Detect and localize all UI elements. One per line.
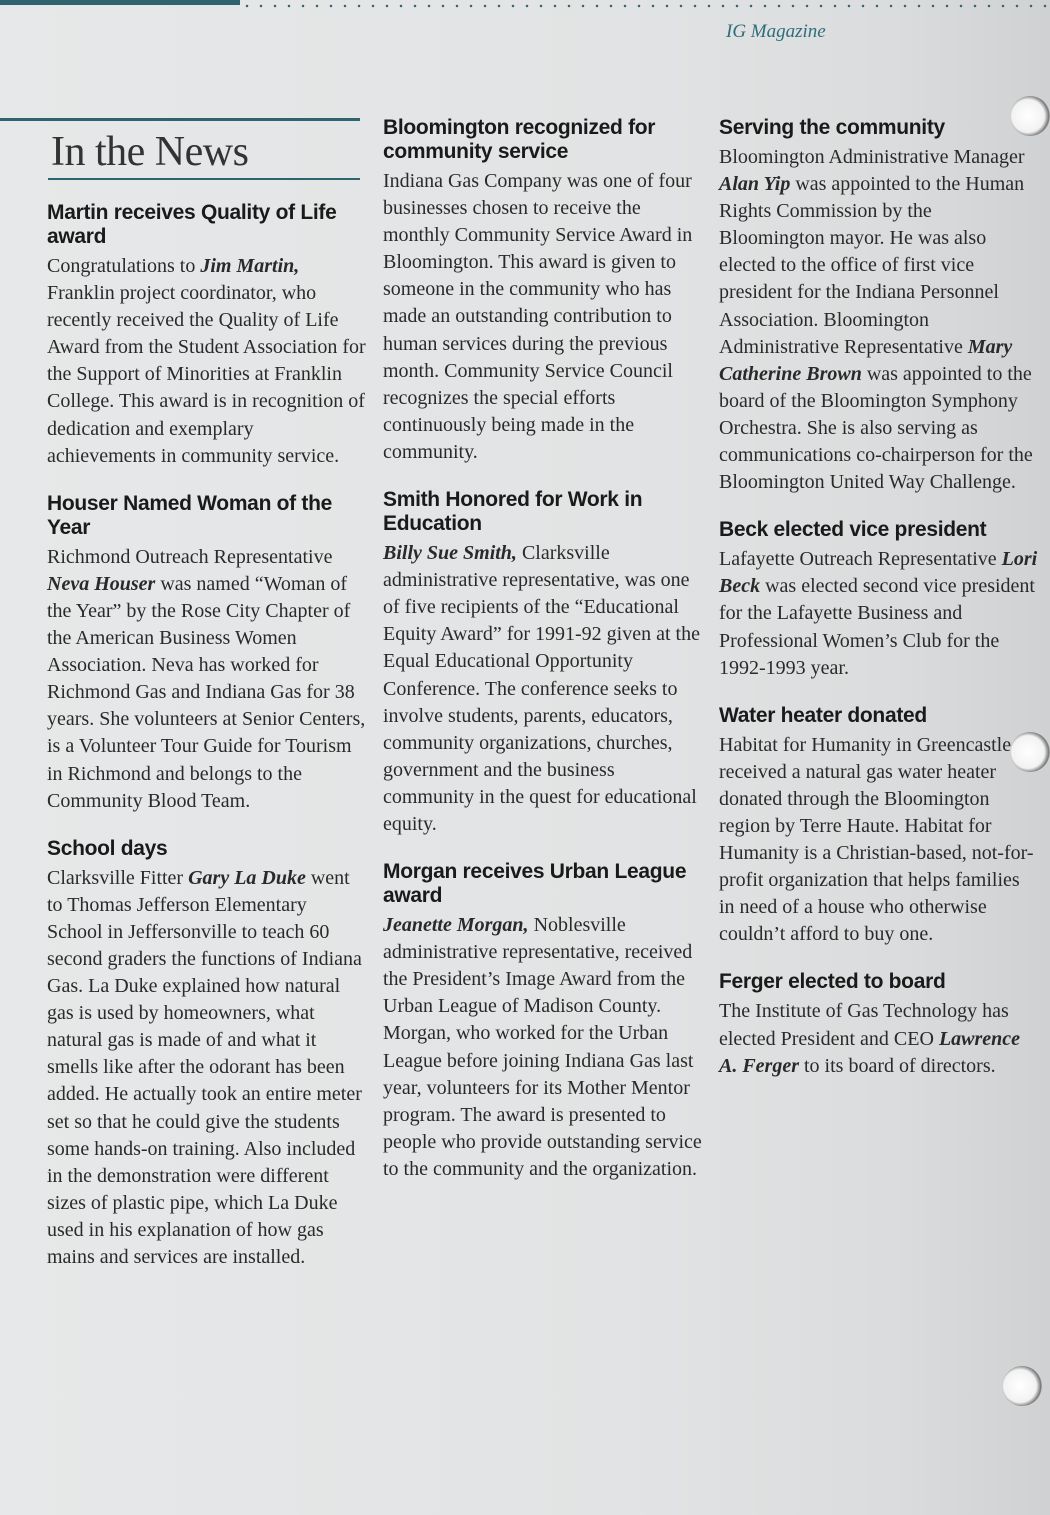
column-3 [719,116,1039,1102]
article-martin [47,201,367,470]
body-text: Noblesville administrative representative, received the President’s Image Award from the Urban League of Madison County. Morgan, who worked for the Urban League before joining Indiana Gas last year, volunteers for its Mother Mentor program. The award is presented to people who provide outstanding service to the community and the organization. [383,914,702,1180]
article-body [47,253,367,470]
body-text: went to Thomas Jefferson Elementary School in Jeffersonville to teach 60 second graders the functions of Indiana Gas. La Duke explained how natural gas is used by homeowners, what natural gas is made of and what it smells like after the odorant has been added. He actually took an entire meter set so that he could give the students some hands-on training. Also included in the demonstration were different sizes of plastic pipe, which La Duke used in his explanation of how gas mains and services are installed. [47,866,362,1268]
article-headline: Serving the community [719,116,945,139]
column-2 [383,116,703,1205]
body-text: Franklin project coordinator, who recently received the Quality of Life Award from the Student Association for the Support of Minorities at Franklin College. This award is in recognition of dedication and exemplary achievements in community service. [47,282,366,467]
body-text: was elected second vice president for the Lafayette Business and Professional Women’s Club for the 1992-1993 year. [719,575,1035,679]
body-text: was appointed to the board of the Bloomington Symphony Orchestra. She is also serving as communications co-chairperson for the Bloomington United Way Challenge. [719,362,1033,494]
body-text: Clarksville Fitter [47,866,189,889]
person-name: Alan Yip [719,173,791,196]
person-name: Jim Martin, [200,255,300,277]
top-dotted-rule [240,3,1050,9]
article-headline: Morgan receives Urban League award [383,860,687,908]
person-name: Gary La Duke [188,866,306,889]
article-smith [383,488,703,838]
person-name: Neva Houser [47,572,156,595]
article-body [383,540,703,838]
article-serving [719,116,1039,496]
article-beck [719,518,1039,681]
article-headline: Houser Named Woman of the Year [47,491,332,539]
body-text: Clarksville administrative representative, was one of five recipients of the “Educational Equity Award” for 1991-92 given at the Equal Educational Opportunity Conference. The conference seeks to involve students, parents, educators, community organizations, churches, government and the business community in the quest for educational equity. [383,542,700,835]
article-headline: Ferger elected to board [719,970,946,994]
article-bloomington [383,116,703,466]
article-body [47,544,367,815]
article-headline: Bloomington recognized for community service [383,116,656,163]
person-name: Billy Sue Smith, [383,542,517,565]
column-1 [47,201,367,1293]
article-houser [47,492,367,815]
binder-hole-icon [1002,1366,1042,1406]
body-text: Bloomington Administrative Manager [719,146,1025,168]
article-headline: Smith Honored for Work in Education [383,488,643,536]
masthead: IG Magazine [726,21,826,42]
article-body: Habitat for Humanity in Greencastle received a natural gas water heater donated through the Bloomington region by Terre Haute. Habitat for Humanity is a Christian-based, not-for-profit organization that helps families in need of a house who otherwise couldn’t afford to buy one. [719,733,1034,946]
article-body [719,144,1039,496]
body-text: Richmond Outreach Representative [47,545,333,568]
person-name: Lawrence A. Ferger [719,1027,1021,1077]
body-text: Lafayette Outreach Representative [719,548,1002,571]
body-text: to its board of directors. [799,1054,996,1077]
section-title: In the News [51,129,249,175]
article-water-heater [719,704,1039,949]
person-name: Lori Beck [719,548,1038,598]
article-body [47,865,367,1271]
article-body: Indiana Gas Company was one of four businesses chosen to receive the monthly Community Service Award in Bloomington. This award is given to someone in the community who has made an outstanding contribution to human services during the previous month. Community Service Council recognizes the special efforts continuously being made in the community. [383,170,693,463]
body-text: was appointed to the Human Rights Commission by the Bloomington mayor. He was also elected to the office of first vice president for the Indiana Personnel Association. Bloomington Administrative Representative [719,173,1025,358]
body-text: was named “Woman of the Year” by the Rose City Chapter of the American Business Women Association. Neva has worked for Richmond Gas and Indiana Gas for 38 years. She volunteers at Senior Centers, is a Volunteer Tour Guide for Tourism in Richmond and belongs to the Community Blood Team. [47,572,366,812]
section-top-rule [0,118,360,121]
article-headline: Beck elected vice president [719,518,987,542]
article-school-days [47,837,367,1271]
top-rule [0,0,240,5]
person-name: Jeanette Morgan, [383,914,529,937]
article-headline: Water heater donated [719,703,927,727]
body-text: The Institute of Gas Technology has elected President and CEO [719,1000,1009,1050]
body-text: Congratulations to [47,255,201,277]
article-body [719,546,1039,681]
article-morgan [383,860,703,1183]
section-title-rule [48,178,360,180]
article-ferger [719,970,1039,1079]
article-headline: Martin receives Quality of Life award [47,201,337,248]
article-headline: School days [47,836,168,860]
article-body [383,912,703,1183]
article-body [719,998,1039,1079]
person-name: Mary Catherine Brown [719,335,1013,385]
